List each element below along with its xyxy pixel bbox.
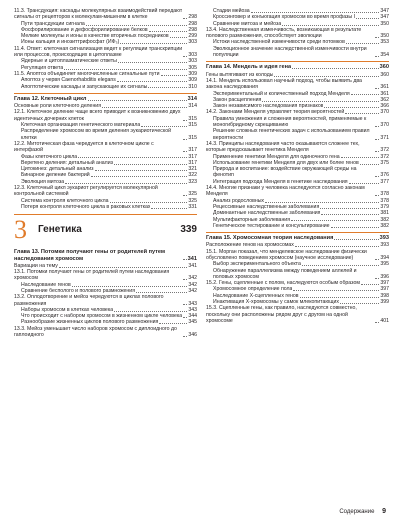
toc-entry-page: 382 xyxy=(380,216,389,223)
toc-entry-title: 11.3. Трансдукция: каскады молекулярных взаимодействий передают сигналы от рецепторов к молекулам-мишеням в клетке xyxy=(14,8,183,21)
toc-entry-title: Закон расщепления xyxy=(213,96,262,103)
toc-entry-title: Доминантные наследственные заболевания xyxy=(213,210,321,217)
leader-dots xyxy=(375,151,379,152)
part-page: 339 xyxy=(180,224,197,236)
chapter-12-heading[interactable] xyxy=(14,93,197,102)
toc-entry-title: 14.3. Принципы наследования часто оказываются сложнее тех, которые предсказывает генетика Менделя xyxy=(206,140,360,154)
toc-entry-page: 315 xyxy=(188,115,197,122)
leader-dots xyxy=(262,101,379,102)
leader-dots xyxy=(282,25,379,26)
toc-entry-title: Апоптотические каскады и запускающие их сигналы xyxy=(21,83,148,90)
leader-dots xyxy=(183,304,187,305)
toc-entry-page: 378 xyxy=(380,191,389,198)
toc-entry-title: Истоки наследственной изменчивости среди потомков xyxy=(213,39,345,46)
leader-dots xyxy=(159,323,187,324)
leader-dots xyxy=(59,267,188,268)
toc-entry-title: Выбор экспериментального объекта xyxy=(213,261,301,268)
toc-entry-page: 347 xyxy=(380,14,389,21)
toc-entry-title: 12.3. Клеточный цикл эукариот регулируется молекулярной контрольной системой xyxy=(14,185,158,198)
chapter-title: Глава 12. Клеточный цикл xyxy=(14,95,87,102)
chapter-title: Глава 13. Потомки получают гены от родителей путем наследования хромосом xyxy=(14,249,166,262)
toc-entry-page: 343 xyxy=(188,306,197,313)
leader-dots xyxy=(375,278,379,279)
toc-entry-title: Природа и воспитание: воздействие окружающей среды на фенотип xyxy=(213,166,357,179)
toc-entry[interactable] xyxy=(14,269,197,282)
toc-entry[interactable] xyxy=(14,128,197,141)
toc-entry-page: 395 xyxy=(380,261,389,268)
toc-entry-page: 305 xyxy=(188,64,197,71)
toc-section-ch11-tail xyxy=(14,8,197,90)
toc-entry-page: 331 xyxy=(188,203,197,210)
toc-entry-page: 317 xyxy=(188,159,197,166)
chapter-13-heading[interactable] xyxy=(14,247,197,262)
toc-entry-title: Интеграция подхода Менделя в генетике наследования xyxy=(213,178,348,185)
toc-entry-page: 378 xyxy=(380,197,389,204)
toc-entry[interactable] xyxy=(206,305,389,324)
toc-entry-title: Разнообразие жизненных циклов полового размножения xyxy=(21,319,159,326)
toc-entry-title: Наследование генов xyxy=(21,281,71,288)
toc-entry-title: Наследование X-сцепленных генов xyxy=(213,292,299,299)
toc-entry-title: Эволюционное значение наследственной изменчивости внутри популяции xyxy=(213,45,367,59)
toc-entry-title: Закон независимого наследования признаков xyxy=(213,103,324,110)
leader-dots xyxy=(170,37,188,38)
toc-entry-page: 381 xyxy=(380,210,389,217)
toc-entry[interactable] xyxy=(206,141,389,154)
leader-dots xyxy=(118,62,187,63)
toc-entry-title: Решение сложных генетических задач с использованием правил вероятности xyxy=(213,128,370,141)
toc-entry-title: Использование генетики Менделя для двух или более генов xyxy=(213,159,359,166)
toc-entry-title: Клеточная организация генетического материала xyxy=(21,122,141,129)
leader-dots xyxy=(321,214,379,215)
toc-entry-page: 317 xyxy=(188,147,197,154)
leader-dots xyxy=(110,202,188,203)
toc-entry[interactable] xyxy=(14,8,197,21)
page-footer xyxy=(339,508,386,515)
toc-entry-title: Эволюция митоза xyxy=(21,178,65,185)
leader-dots xyxy=(361,284,379,285)
leader-dots xyxy=(183,139,187,140)
toc-right-column xyxy=(206,8,389,324)
leader-dots xyxy=(88,100,187,101)
toc-entry-title: Рецессивные наследственные заболевания xyxy=(213,203,320,210)
toc-entry[interactable] xyxy=(14,204,197,210)
toc-section-ch13-tail xyxy=(206,8,389,58)
leader-dots xyxy=(64,69,187,70)
leader-dots xyxy=(291,220,379,221)
toc-entry-page: 393 xyxy=(380,242,389,249)
toc-entry-page: 382 xyxy=(380,222,389,229)
chapter-14-heading[interactable] xyxy=(206,61,389,70)
toc-entry-title: Фазы клеточного цикла xyxy=(21,153,78,160)
toc-entry-title: 14.1. Мендель использовал научный подход, чтобы выявить два закона наследования xyxy=(206,77,362,91)
toc-entry-page: 317 xyxy=(188,153,197,160)
leader-dots xyxy=(334,239,378,240)
toc-entry-page: 325 xyxy=(188,191,197,198)
toc-entry[interactable] xyxy=(206,166,389,179)
toc-entry-title: Ядерные и цитоплазматические ответы xyxy=(21,58,117,65)
toc-entry-page: 342 xyxy=(188,281,197,288)
toc-entry-page: 298 xyxy=(188,20,197,27)
toc-entry-page: 321 xyxy=(188,166,197,173)
toc-entry-page: 350 xyxy=(380,20,389,27)
toc-entry-title: 13.2. Оплодотворение и мейоз чередуются в циклах полового размножения xyxy=(14,294,164,307)
toc-entry-page: 399 xyxy=(380,299,389,306)
toc-entry-title: Гены вытягивают из колоды xyxy=(206,71,274,78)
toc-entry-page: 315 xyxy=(188,122,197,129)
toc-entry-page: 303 xyxy=(188,52,197,59)
part-title: Генетика xyxy=(38,224,82,236)
leader-dots xyxy=(375,195,379,196)
toc-entry-title: 13.3. Мейоз уменьшает число наборов хромосом с диплоидного до гаплоидного xyxy=(14,325,177,339)
leader-dots xyxy=(183,317,187,318)
toc-entry-title: Правила умножения и сложения вероятностей, применяемые к моногибридному скрещиванию xyxy=(213,115,367,129)
toc-entry-title: Мультифакторные заболевания xyxy=(213,216,291,223)
toc-entry-title: Цитокинез: детальный анализ xyxy=(21,166,94,173)
toc-entry-title: 12.1. Клеточное деление чаще всего приводит к возникновению двух идентичных дочерних клеток xyxy=(14,109,181,122)
toc-entry-title: Анализ родословных xyxy=(213,197,265,204)
toc-entry-title: 14.4. Многие признаки у человека наследуются согласно законам Менделя xyxy=(206,185,365,198)
leader-dots xyxy=(300,297,380,298)
toc-entry[interactable] xyxy=(14,185,197,198)
leader-dots xyxy=(375,322,379,323)
toc-entry-page: 370 xyxy=(380,122,389,129)
toc-entry-title: Фосфорилирование и дефосфорилирование белков xyxy=(21,26,148,33)
chapter-page: 314 xyxy=(187,95,197,102)
chapter-title: Глава 14. Мендель и идея гена xyxy=(206,64,292,71)
toc-entry-page: 323 xyxy=(188,178,197,185)
toc-entry-page: 346 xyxy=(188,332,197,339)
toc-section-ch13 xyxy=(14,263,197,339)
toc-entry-page: 397 xyxy=(380,286,389,293)
toc-entry-page: 298 xyxy=(188,26,197,33)
toc-entry-page: 342 xyxy=(188,275,197,282)
leader-dots xyxy=(148,87,187,88)
leader-dots xyxy=(360,164,380,165)
toc-entry-title: 14.2. Законами Менделя управляет теория вероятностей xyxy=(206,109,345,116)
toc-entry-title: Ионы кальция и инозиттрифосфат (ИФ₃) xyxy=(21,39,120,46)
toc-entry-page: 347 xyxy=(380,8,389,14)
leader-dots xyxy=(292,68,379,69)
leader-dots xyxy=(136,292,187,293)
toc-entry-page: 350 xyxy=(380,33,389,40)
leader-dots xyxy=(375,139,379,140)
toc-entry[interactable] xyxy=(206,46,389,59)
toc-left-column xyxy=(14,8,197,338)
leader-dots xyxy=(86,25,188,26)
leader-dots xyxy=(375,259,379,260)
toc-entry-page: 309 xyxy=(188,70,197,77)
toc-entry-page: 344 xyxy=(188,313,197,320)
toc-entry-page: 370 xyxy=(380,109,389,116)
toc-entry-title: 11.4. Ответ: клеточная сигнализация ведет к регуляции транскрипции или процессов, происходящих в цитоплазме xyxy=(14,45,183,59)
leader-dots xyxy=(117,81,187,82)
leader-dots xyxy=(95,170,188,171)
toc-entry-title: Потеря контроля клеточного цикла в раковых клетках xyxy=(21,203,151,210)
chapter-page: 341 xyxy=(187,255,197,262)
leader-dots xyxy=(183,120,187,121)
toc-entry[interactable] xyxy=(14,46,197,59)
chapter-page: 360 xyxy=(379,64,389,71)
leader-dots xyxy=(251,12,380,13)
leader-dots xyxy=(356,18,379,19)
toc-entry-title: 12.2. Митотическая фаза чередуется в клеточном цикле с интерфазой xyxy=(14,140,154,154)
leader-dots xyxy=(295,246,379,247)
leader-dots xyxy=(274,76,379,77)
toc-entry[interactable] xyxy=(206,116,389,129)
toc-entry-page: 360 xyxy=(380,71,389,78)
leader-dots xyxy=(102,107,187,108)
part-number: 3 xyxy=(14,215,27,245)
leader-dots xyxy=(72,286,188,287)
toc-entry-page: 366 xyxy=(380,103,389,110)
toc-entry-page: 345 xyxy=(188,319,197,326)
toc-entry-title: Бинарное деление бактерий xyxy=(21,172,90,179)
toc-entry-page: 396 xyxy=(380,273,389,280)
leader-dots xyxy=(340,303,379,304)
leader-dots xyxy=(265,202,379,203)
toc-entry-title: Инактивация X-хромосомы у самок млекопитающих xyxy=(213,299,339,306)
toc-entry[interactable] xyxy=(206,223,389,229)
toc-entry-title: Веретено деления: детальный анализ xyxy=(21,159,113,166)
toc-entry-title: 15.1. Морган показал, что менделевское наследование физически обусловлено поведением хромосом (научное исследование) xyxy=(206,248,367,261)
leader-dots xyxy=(183,18,187,19)
toc-entry-title: Апоптоз у червя Caenorhabditis elegans xyxy=(21,77,116,84)
leader-dots xyxy=(375,176,379,177)
toc-entry-page: 314 xyxy=(188,103,197,110)
toc-entry[interactable] xyxy=(206,249,389,262)
toc-entry-title: Обнаружение параллелизма между поведением аллелей и половых хромосом xyxy=(213,267,357,280)
part-3-banner[interactable] xyxy=(14,214,197,245)
leader-dots xyxy=(151,208,187,209)
toc-entry-title: 11.5. Апоптоз объединяет многочисленные сигнальные пути xyxy=(14,70,160,77)
toc-entry-title: Стадии мейоза xyxy=(213,8,250,14)
leader-dots xyxy=(331,227,380,228)
toc-entry-page: 354 xyxy=(380,52,389,59)
toc-entry-title: Применение генетики Менделя для одиночного гена xyxy=(213,153,340,160)
chapter-page: 393 xyxy=(379,235,389,242)
leader-dots xyxy=(141,126,187,127)
leader-dots xyxy=(183,151,187,152)
toc-entry[interactable] xyxy=(14,84,197,90)
toc-entry-title: 13.4. Наследственная изменчивость, возникающая в результате полового размножения, способствует эволюции xyxy=(206,26,362,40)
toc-entry-page: 325 xyxy=(188,197,197,204)
toc-entry-page: 377 xyxy=(380,178,389,185)
toc-entry[interactable] xyxy=(206,78,389,91)
toc-entry-page: 379 xyxy=(380,203,389,210)
toc-entry-page: 375 xyxy=(380,159,389,166)
page-number: 9 xyxy=(382,508,386,515)
leader-dots xyxy=(149,31,188,32)
leader-dots xyxy=(302,265,379,266)
toc-entry-page: 341 xyxy=(188,262,197,269)
toc-section-ch15 xyxy=(206,242,389,324)
toc-entry-page: 371 xyxy=(380,134,389,141)
leader-dots xyxy=(341,157,380,158)
toc-entry-title: 15.2. Гены, сцепленные с полом, наследуются особым образом xyxy=(206,280,360,287)
leader-dots xyxy=(293,290,379,291)
toc-entry-title: Экспериментальный и количественный подход Менделя xyxy=(213,90,350,97)
leader-dots xyxy=(183,259,187,260)
toc-entry[interactable] xyxy=(14,326,197,339)
leader-dots xyxy=(375,126,379,127)
leader-dots xyxy=(351,94,380,95)
leader-dots xyxy=(183,56,187,57)
toc-entry-title: Распределение хромосом во время деления эукариотической клетки xyxy=(21,128,171,141)
leader-dots xyxy=(120,43,187,44)
toc-section-ch14 xyxy=(206,72,389,229)
leader-dots xyxy=(183,195,187,196)
toc-entry-title: Наборы хромосом в клетках человека xyxy=(21,306,114,313)
toc-entry[interactable] xyxy=(14,294,197,307)
toc-entry[interactable] xyxy=(14,141,197,154)
leader-dots xyxy=(183,336,187,337)
toc-entry-title: Регуляция ответа xyxy=(21,64,64,71)
leader-dots xyxy=(375,88,379,89)
toc-entry[interactable] xyxy=(206,185,389,198)
leader-dots xyxy=(65,183,187,184)
toc-entry-page: 353 xyxy=(380,39,389,46)
toc-entry-title: Генетическое тестирование и консультирование xyxy=(213,222,330,229)
toc-entry-title: 13.1. Потомки получают гены от родителей путем наследования хромосом xyxy=(14,269,170,282)
toc-entry-page: 372 xyxy=(380,147,389,154)
toc-entry-title: Основные роли клеточного деления xyxy=(14,103,102,110)
chapter-15-heading[interactable] xyxy=(206,232,389,241)
toc-entry-title: 15.3. Сцепленные гены, как правило, наследуются совместно, поскольку они расположены рядом друг с другом на одной хромосоме xyxy=(206,305,357,324)
toc-entry-title: Расположение генов на хромосомах xyxy=(206,242,294,249)
toc-entry-title: Сравнение митоза и мейоза xyxy=(213,20,282,27)
toc-entry-page: 310 xyxy=(188,83,197,90)
toc-entry-title: Хромосомное определение пола xyxy=(213,286,293,293)
leader-dots xyxy=(349,183,380,184)
toc-entry-page: 309 xyxy=(188,77,197,84)
leader-dots xyxy=(161,75,188,76)
toc-entry[interactable] xyxy=(206,128,389,141)
toc-entry-page: 361 xyxy=(380,90,389,97)
toc-entry-title: Мелкие молекулы и ионы в качестве вторичных посредников xyxy=(21,33,169,40)
leader-dots xyxy=(78,157,187,158)
toc-entry-title: Вариации на тему xyxy=(14,262,58,269)
toc-entry-page: 361 xyxy=(380,84,389,91)
toc-entry-page: 397 xyxy=(380,280,389,287)
toc-entry-title: Кроссинговер и конъюгация хромосом во время профазы I xyxy=(213,14,356,21)
toc-entry-title: Сравнение бесполого и полового размножения xyxy=(21,287,136,294)
toc-entry-page: 303 xyxy=(188,39,197,46)
toc-entry-page: 394 xyxy=(380,254,389,261)
toc-entry-page: 303 xyxy=(188,58,197,65)
footer-label: Содержание xyxy=(339,509,375,515)
leader-dots xyxy=(91,176,188,177)
toc-entry-page: 372 xyxy=(380,153,389,160)
leader-dots xyxy=(324,107,379,108)
toc-entry-page: 343 xyxy=(188,300,197,307)
toc-entry-page: 398 xyxy=(380,292,389,299)
toc-entry-page: 342 xyxy=(188,287,197,294)
leader-dots xyxy=(114,164,187,165)
toc-entry-page: 298 xyxy=(188,14,197,21)
toc-section-ch12 xyxy=(14,103,197,210)
chapter-title: Глава 15. Хромосомная теория наследования xyxy=(206,235,334,242)
leader-dots xyxy=(375,37,379,38)
toc-entry-title: Что происходит с набором хромосом в жизненном цикле человека xyxy=(21,313,183,320)
toc-entry-title: Система контроля клеточного цикла xyxy=(21,197,109,204)
toc-entry-page: 362 xyxy=(380,96,389,103)
toc-entry-page: 376 xyxy=(380,172,389,179)
toc-entry[interactable] xyxy=(206,27,389,40)
toc-entry-page: 315 xyxy=(188,134,197,141)
leader-dots xyxy=(114,311,187,312)
leader-dots xyxy=(375,56,379,57)
toc-entry-title: Пути трансдукции сигнала xyxy=(21,20,85,27)
toc-entry-page: 401 xyxy=(380,317,389,324)
leader-dots xyxy=(183,279,187,280)
toc-entry[interactable] xyxy=(14,109,197,122)
toc-entry-page: 299 xyxy=(188,33,197,40)
toc-entry[interactable] xyxy=(206,268,389,281)
leader-dots xyxy=(346,43,380,44)
leader-dots xyxy=(320,208,379,209)
toc-entry-page: 322 xyxy=(188,172,197,179)
leader-dots xyxy=(345,113,379,114)
